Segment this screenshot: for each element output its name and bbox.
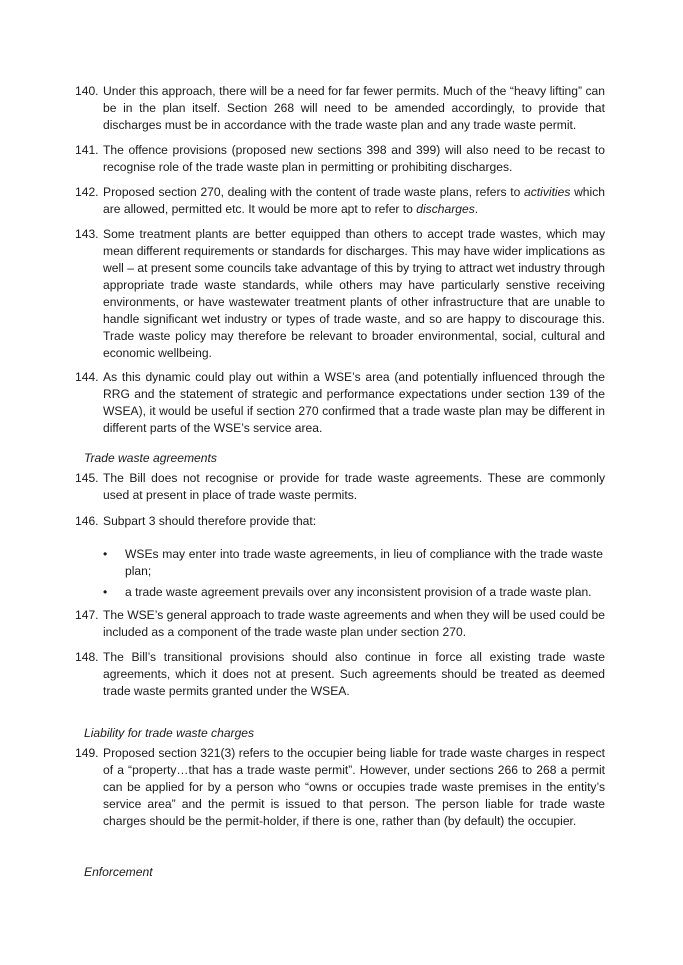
paragraph-number: 146. <box>75 514 99 528</box>
text-run: The Bill’s transitional provisions should also continue in force all existing trade waste agreements, which it does not at present. Such agreements should be treated as deemed trade waste permits granted under the WSEA. <box>103 650 605 698</box>
bullet-icon: • <box>103 585 108 599</box>
paragraph-text <box>103 226 605 362</box>
paragraph-140 <box>75 83 605 134</box>
paragraph-number: 147. <box>75 608 99 622</box>
paragraph-number: 141. <box>75 143 99 157</box>
text-run: The WSE’s general approach to trade waste agreements and when they will be used could be included as a component of the trade waste plan under section 270. <box>103 608 605 639</box>
paragraph-number: 140. <box>75 84 99 98</box>
paragraph-143 <box>75 226 605 362</box>
paragraph-147 <box>75 607 605 641</box>
text-run: Subpart 3 should therefore provide that: <box>103 514 317 528</box>
text-run: which are allowed, permitted etc. It would be more apt to refer to <box>103 185 605 216</box>
paragraph-number: 144. <box>75 370 99 384</box>
bullet-list <box>103 546 603 605</box>
text-run: As this dynamic could play out within a WSE’s area (and potentially influenced through the RRG and the statement of strategic and performance expectations under section 139 of the WSEA), it would be useful if section 270 confirmed that a trade waste plan may be different in different parts of the WSE’s service area. <box>103 370 605 435</box>
text-run: The Bill does not recognise or provide for trade waste agreements. These are commonly used at present in place of trade waste permits. <box>103 471 605 502</box>
section-heading-enforcement: Enforcement <box>84 865 153 879</box>
paragraph-text <box>103 184 605 218</box>
list-item <box>103 584 603 601</box>
section-heading-liability: Liability for trade waste charges <box>84 726 255 740</box>
paragraph-text <box>103 513 605 530</box>
paragraph-text <box>103 607 605 641</box>
paragraph-text <box>103 649 605 700</box>
paragraph-148 <box>75 649 605 700</box>
text-run: Some treatment plants are better equipped than others to accept trade wastes, which may mean different requirements or standards for discharges. This may have wider implications as well – at present some councils take advantage of this by trying to attract wet industry through appropriate trade waste standards, while others may have particularly senstive receiving environments, or have wastewater treatment plants of other infrastructure that are unable to handle significant wet industry or types of trade waste, and so are happy to discourage this. Trade waste policy may therefore be relevant to broader environmental, social, cultural and economic wellbeing. <box>103 227 605 360</box>
paragraph-text <box>103 83 605 134</box>
paragraph-142 <box>75 184 605 218</box>
paragraph-number: 143. <box>75 227 99 241</box>
paragraph-text <box>103 470 605 504</box>
paragraph-149 <box>75 745 605 830</box>
paragraph-number: 149. <box>75 746 99 760</box>
bullet-icon: • <box>103 547 108 561</box>
text-run: Proposed section 270, dealing with the content of trade waste plans, refers to <box>103 185 525 199</box>
text-run: Under this approach, there will be a need for far fewer permits. Much of the “heavy lifting” can be in the plan itself. Section 268 will need to be amended accordingly, to provide that discharges must be in accordance with the trade waste plan and any trade waste permit. <box>103 84 605 132</box>
paragraph-text <box>103 745 605 830</box>
text-run: Proposed section 321(3) refers to the occupier being liable for trade waste charges in respect of a “property…that has a trade waste permit”. However, under sections 266 to 268 a permit can be applied for by a person who “owns or occupies trade waste premises in the entity’s service area” and the permit is issued to that person. The person liable for trade waste charges should be the permit-holder, if there is one, rather than (by default) the occupier. <box>103 746 605 828</box>
text-run: . <box>474 202 479 216</box>
text-run: The offence provisions (proposed new sections 398 and 399) will also need to be recast to recognise role of the trade waste plan in permitting or prohibiting discharges. <box>103 143 605 174</box>
paragraph-text <box>103 369 605 437</box>
section-heading-trade-waste-agreements: Trade waste agreements <box>84 451 217 465</box>
italic-text-run: activities <box>524 185 571 199</box>
italic-text-run: discharges <box>416 202 475 216</box>
paragraph-141 <box>75 142 605 176</box>
paragraph-145 <box>75 470 605 504</box>
paragraph-144 <box>75 369 605 437</box>
list-item-text: WSEs may enter into trade waste agreements, in lieu of compliance with the trade waste plan; <box>125 547 603 578</box>
paragraph-146 <box>75 513 605 530</box>
paragraph-number: 145. <box>75 471 99 485</box>
paragraph-number: 148. <box>75 650 99 664</box>
list-item-text: a trade waste agreement prevails over any inconsistent provision of a trade waste plan. <box>125 585 592 599</box>
paragraph-text <box>103 142 605 176</box>
paragraph-number: 142. <box>75 185 99 199</box>
list-item <box>103 546 603 580</box>
